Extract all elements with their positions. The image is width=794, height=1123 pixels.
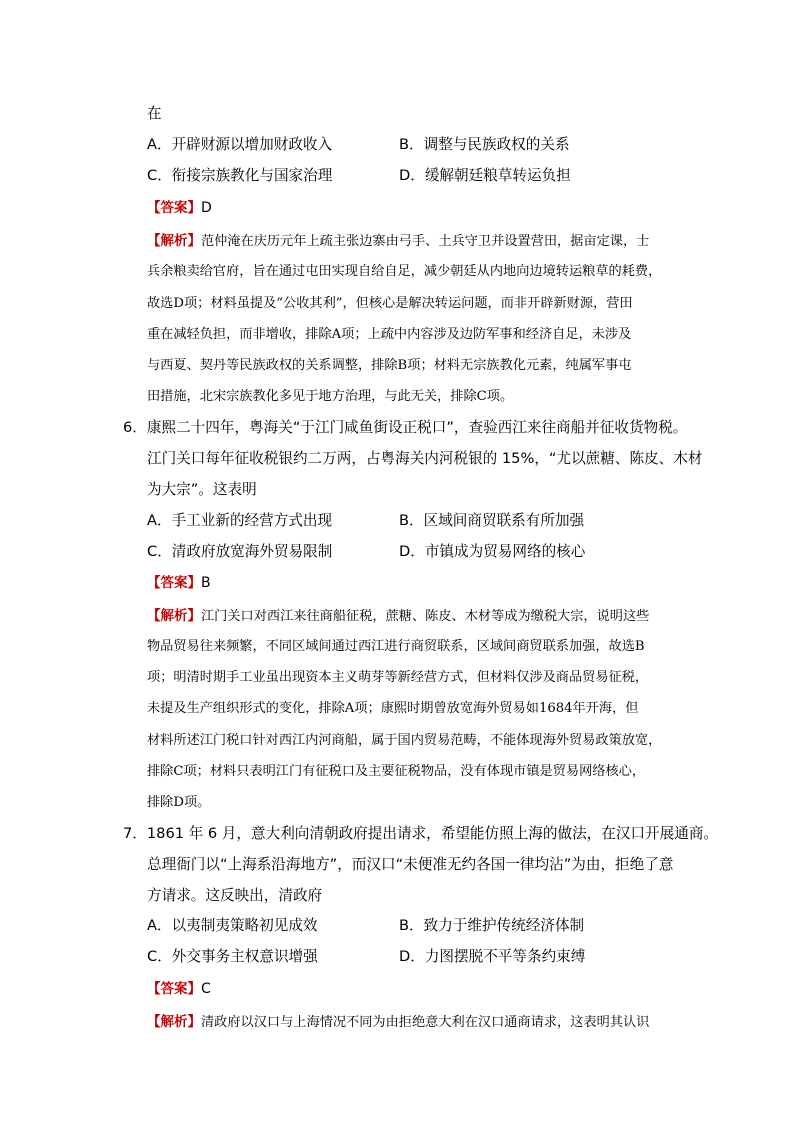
q6-option-a: A．手工业新的经营方式出现 <box>147 512 333 529</box>
q5-option-b: B．调整与民族政权的关系 <box>399 136 570 153</box>
explanation-tag: 【解析】 <box>147 1014 201 1030</box>
q6-stem-line-2: 江门关口每年征收税银约二万两，占粤海关内河税银的 15%，“尤以蔗糖、陈皮、木材 <box>147 450 703 467</box>
q5-answer <box>147 196 212 216</box>
q6-explanation-line-3: 项；明清时期手工业虽出现资本主义萌芽等新经营方式，但材料仅涉及商品贸易征税， <box>147 670 649 685</box>
q5-explanation-line-4: 重在减轻负担，而非增收，排除A项；上疏中内容涉及边防军事和经济自足，未涉及 <box>147 327 632 342</box>
q6-option-d: D．市镇成为贸易网络的核心 <box>399 543 586 560</box>
q7-option-a: A．以夷制夷策略初见成效 <box>147 917 318 934</box>
explanation-tag: 【解析】 <box>147 608 201 624</box>
q5-explanation-line-1 <box>147 229 649 249</box>
q5-explanation-line-2: 兵余粮卖给官府，旨在通过屯田实现自给自足，减少朝廷从内地向边境转运粮草的耗费， <box>147 264 662 279</box>
q6-explanation-line-6: 排除C项；材料只表明江门有征税口及主要征税物品，没有体现市镇是贸易网络核心， <box>147 764 646 779</box>
q6-option-c: C．清政府放宽海外贸易限制 <box>147 543 333 560</box>
q6-explanation-line-1 <box>147 604 649 624</box>
q7-option-b: B．致力于维护传统经济体制 <box>399 917 585 934</box>
q5-explanation-line-6: 田措施，北宋宗族教化多见于地方治理，与此无关，排除C项。 <box>147 389 514 404</box>
answer-tag: 【答案】 <box>147 981 201 997</box>
q7-option-d: D．力图摆脱不平等条约束缚 <box>399 948 586 965</box>
q5-explanation-line-5: 与西夏、契丹等民族政权的关系调整，排除B项；材料无宗族教化元素，纯属军事屯 <box>147 358 632 373</box>
q7-explanation-line-1 <box>147 1010 649 1030</box>
q5-option-a: A．开辟财源以增加财政收入 <box>147 136 333 153</box>
q6-explanation-line-4: 未提及生产组织形式的变化，排除A项；康熙时期曾放宽海外贸易如1684年开海，但 <box>147 701 639 716</box>
explanation-text: 清政府以汉口与上海情况不同为由拒绝意大利在汉口通商请求，这表明其认识 <box>201 1015 650 1030</box>
q7-answer <box>147 977 211 997</box>
q6-answer <box>147 571 211 591</box>
answer-value: B <box>201 575 211 591</box>
q7-option-c: C．外交事务主权意识增强 <box>147 948 318 965</box>
q6-explanation-line-5: 材料所述江门税口针对西江内河商船，属于国内贸易范畴，不能体现海外贸易政策放宽， <box>147 733 662 748</box>
q5-explanation-line-3: 故选D项；材料虽提及“公收其利”，但核心是解决转运问题，而非开辟新财源，营田 <box>147 296 633 311</box>
answer-tag: 【答案】 <box>147 200 201 216</box>
explanation-tag: 【解析】 <box>147 233 201 249</box>
q7-stem-line-3: 方请求。这反映出，清政府 <box>147 887 323 904</box>
q5-stem-tail: 在 <box>147 105 162 122</box>
answer-value: C <box>201 981 211 997</box>
answer-value: D <box>201 200 212 216</box>
q7-stem-line-1: 7．1861 年 6 月，意大利向清朝政府提出请求，希望能仿照上海的做法，在汉口开展通商。 <box>123 825 719 842</box>
q7-stem-line-2: 总理衙门以“上海系沿海地方”，而汉口“未便准无约各国一律均沾”为由，拒绝了意 <box>147 856 674 873</box>
q5-option-c: C．衔接宗族教化与国家治理 <box>147 167 333 184</box>
q6-option-b: B．区域间商贸联系有所加强 <box>399 512 585 529</box>
q6-explanation-line-7: 排除D项。 <box>147 795 211 810</box>
answer-tag: 【答案】 <box>147 575 201 591</box>
q6-explanation-line-2: 物品贸易往来频繁，不同区域间通过西江进行商贸联系，区域间商贸联系加强，故选B <box>147 639 645 654</box>
explanation-text: 范仲淹在庆历元年上疏主张边寨由弓手、土兵守卫并设置营田，据亩定课，士 <box>201 234 650 249</box>
q5-option-d: D．缓解朝廷粮草转运负担 <box>399 167 571 184</box>
q6-stem-line-3: 为大宗”。这表明 <box>147 481 257 498</box>
q6-stem-line-1: 6．康熙二十四年，粤海关“于江门咸鱼街设正税口”，查验西江来往商船并征收货物税。 <box>123 419 688 436</box>
explanation-text: 江门关口对西江来往商船征税，蔗糖、陈皮、木材等成为缴税大宗，说明这些 <box>201 609 650 624</box>
